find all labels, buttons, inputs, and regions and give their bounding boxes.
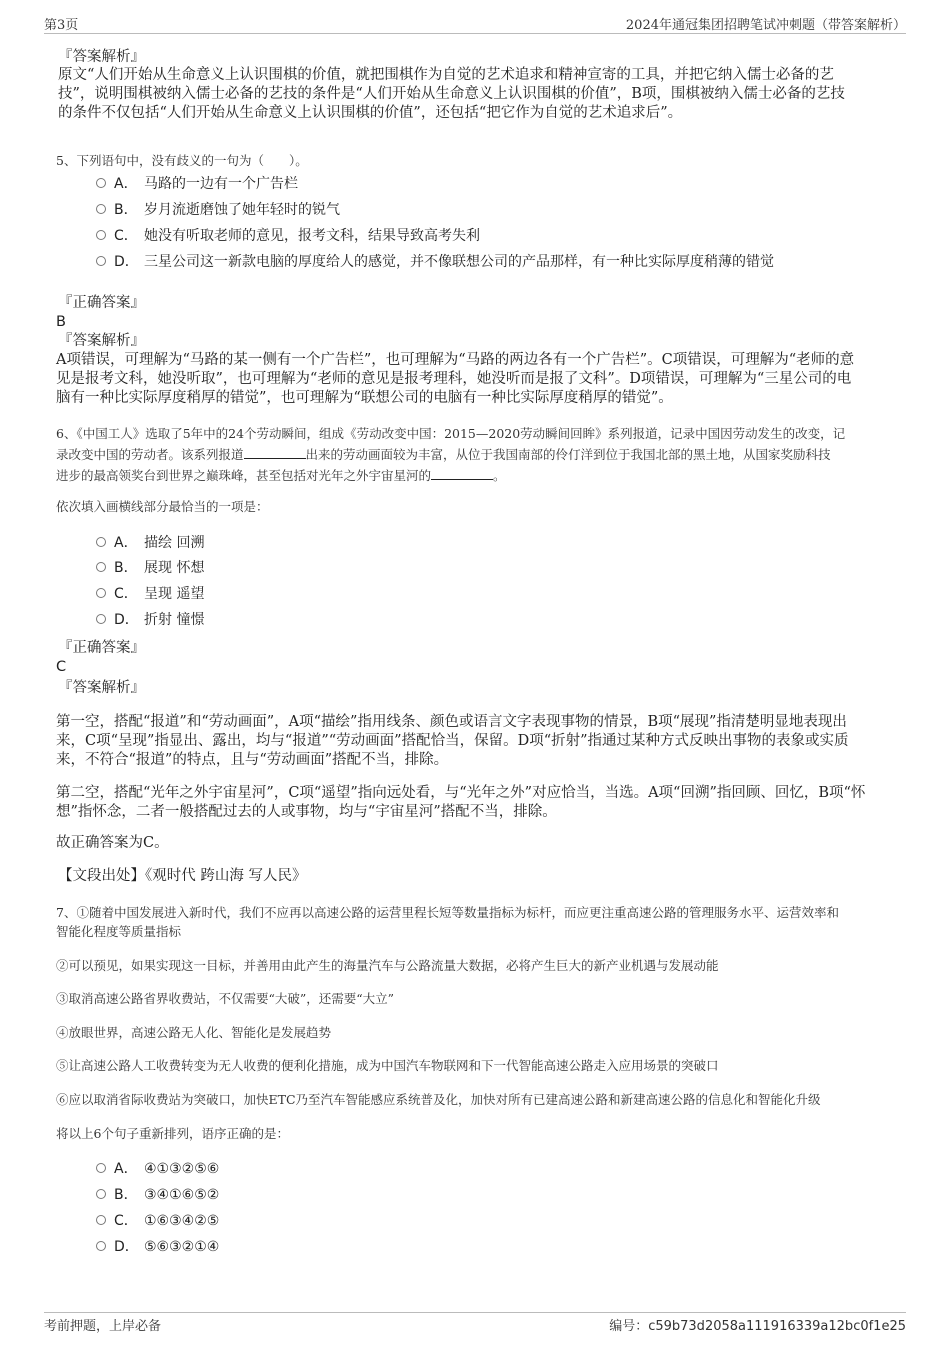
radio-icon[interactable] (96, 588, 106, 598)
q6-option-c[interactable]: C． 呈现 遥望 (96, 584, 204, 604)
q6-option-b[interactable]: B． 展现 怀想 (96, 558, 204, 578)
radio-icon[interactable] (96, 614, 106, 624)
q6-prompt: 依次填入画横线部分最恰当的一项是： (56, 499, 269, 514)
q6-source: 【文段出处】《观时代 跨山海 写人民》 (58, 868, 307, 884)
radio-icon[interactable] (96, 1241, 106, 1251)
page-footer (44, 1312, 906, 1334)
q6-analysis-para2: 第二空，搭配“光年之外宇宙星河”，C项“遥望”指向远处看，与“光年之外”对应恰当，当选。A项“回溯”指回顾、回忆，B项“怀 想”指怀念，二者一般搭配过去的人或事物，均与“宇宙星河”搭配不当，排除。 (56, 785, 866, 820)
document-title: 2024年通冠集团招聘笔试冲刺题（带答案解析） (625, 18, 906, 33)
blank-1 (244, 447, 306, 459)
q4-analysis-line: 原文“人们开始从生命意义上认识围棋的价值，就把围棋作为自觉的艺术追求和精神宣寄的工具，并把它纳入儒士必备的艺 (58, 67, 834, 83)
q5-analysis-line: 脑有一种比实际厚度稍厚的错觉”，也可理解为“联想公司的电脑有一种比实际厚度稍厚的错觉”。 (56, 390, 673, 406)
radio-icon[interactable] (96, 1163, 106, 1173)
page-header (44, 12, 906, 34)
q6-analysis-para1: 第一空，搭配“报道”和“劳动画面”，A项“描绘”指用线条、颜色或语言文字表现事物的情景，B项“展现”指清楚明显地表现出 来，C项“呈现”指显出、露出，均与“报道”“劳动画面”搭配恰当，保留。D项“折射”指通过某种方式反映出事物的表象或实质 来，不符合“报道”的特点，且与“劳动画面”搭配不当，排除。 (56, 714, 849, 768)
q7-sentence-5: ⑤让高速公路人工收费转变为无人收费的便利化措施，成为中国汽车物联网和下一代智能高速公路走入应用场景的突破口 (56, 1058, 719, 1073)
footer-slogan: 考前押题，上岸必备 (44, 1319, 162, 1334)
q7-option-c[interactable]: C． ①⑥③④②⑤ (96, 1211, 219, 1231)
radio-icon[interactable] (96, 230, 106, 240)
radio-icon[interactable] (96, 256, 106, 266)
q7-sentence-3: ③取消高速公路省界收费站，不仅需要“大破”，还需要“大立” (56, 991, 395, 1006)
q7-sentence-1: 7、①随着中国发展进入新时代，我们不应再以高速公路的运营里程长短等数量指标为标杆，而应更注重高速公路的管理服务水平、运营效率和 智能化程度等质量指标 (56, 905, 839, 939)
q7-option-a[interactable]: A． ④①③②⑤⑥ (96, 1159, 219, 1179)
radio-icon[interactable] (96, 178, 106, 188)
q7-option-b[interactable]: B． ③④①⑥⑤② (96, 1185, 219, 1205)
q6-answer-label: 『正确答案』 (58, 640, 145, 656)
q7-sentence-2: ②可以预见，如果实现这一目标，并善用由此产生的海量汽车与公路流量大数据，必将产生巨大的新产业机遇与发展动能 (56, 958, 719, 973)
q7-option-d[interactable]: D． ⑤⑥③②①④ (96, 1237, 219, 1257)
q5-option-c[interactable]: C． 她没有听取老师的意见，报考文科，结果导致高考失利 (96, 226, 480, 246)
q4-analysis-line: 的条件不仅包括“人们开始从生命意义上认识围棋的价值”，还包括“把它作为自觉的艺术追求后”。 (58, 105, 683, 121)
q5-answer-label: 『正确答案』 (58, 295, 145, 311)
radio-icon[interactable] (96, 562, 106, 572)
q7-prompt: 将以上6个句子重新排列，语序正确的是： (56, 1126, 289, 1141)
q6-option-a[interactable]: A． 描绘 回溯 (96, 533, 204, 553)
q5-option-a[interactable]: A． 马路的一边有一个广告栏 (96, 174, 298, 194)
q5-option-b[interactable]: B． 岁月流逝磨蚀了她年轻时的锐气 (96, 200, 340, 220)
q5-stem: 5、下列语句中，没有歧义的一句为（ ）。 (56, 153, 308, 168)
radio-icon[interactable] (96, 1189, 106, 1199)
q5-analysis-line: A项错误，可理解为“马路的某一侧有一个广告栏”，也可理解为“马路的两边各有一个广告栏”。C项错误，可理解为“老师的意 (56, 352, 855, 368)
q5-analysis-line: 见是报考文科，她没听取”，也可理解为“老师的意见是报考理科，她没听而是报了文科”。D项错误，可理解为“三星公司的电 (56, 371, 852, 387)
q5-answer: B (56, 314, 66, 330)
q4-analysis-label: 『答案解析』 (58, 49, 145, 65)
q4-analysis-line: 技”，说明围棋被纳入儒士必备的艺技的条件是“人们开始从生命意义上认识围棋的价值”，B项，围棋被纳入儒士必备的艺技 (58, 86, 845, 102)
radio-icon[interactable] (96, 204, 106, 214)
q5-analysis-label: 『答案解析』 (58, 333, 145, 349)
q6-answer: C (56, 659, 67, 675)
q6-stem: 6、《中国工人》选取了5年中的24个劳动瞬间，组成《劳动改变中国：2015—2020劳动瞬间回眸》系列报道，记录中国因劳动发生的改变，记 录改变中国的劳动者。该系列报道 出来的劳动画面较为丰富，从位于我国南部的伶仃洋到位于我国北部的黑土地，从国家奖励科技 进步的最高领奖台到世界之巅珠峰，甚至包括对光年之外宇宙星河的 。 (56, 426, 846, 483)
q7-sentence-6: ⑥应以取消省际收费站为突破口，加快ETC乃至汽车智能感应系统普及化，加快对所有已建高速公路和新建高速公路的信息化和智能化升级 (56, 1092, 821, 1107)
q4-analysis (58, 66, 898, 123)
q6-conclusion: 故正确答案为C。 (56, 835, 169, 851)
radio-icon[interactable] (96, 1215, 106, 1225)
q5-analysis (56, 351, 906, 408)
radio-icon[interactable] (96, 537, 106, 547)
blank-2 (431, 468, 493, 480)
document-id: 编号：c59b73d2058a111916339a12bc0f1e25 (609, 1319, 906, 1334)
q6-analysis-label: 『答案解析』 (58, 680, 145, 696)
q5-option-d[interactable]: D． 三星公司这一新款电脑的厚度给人的感觉，并不像联想公司的产品那样，有一种比实际厚度稍薄的错觉 (96, 252, 774, 272)
q6-option-d[interactable]: D． 折射 憧憬 (96, 610, 204, 630)
page-number: 第3页 (44, 18, 79, 33)
q7-sentence-4: ④放眼世界，高速公路无人化、智能化是发展趋势 (56, 1025, 332, 1040)
